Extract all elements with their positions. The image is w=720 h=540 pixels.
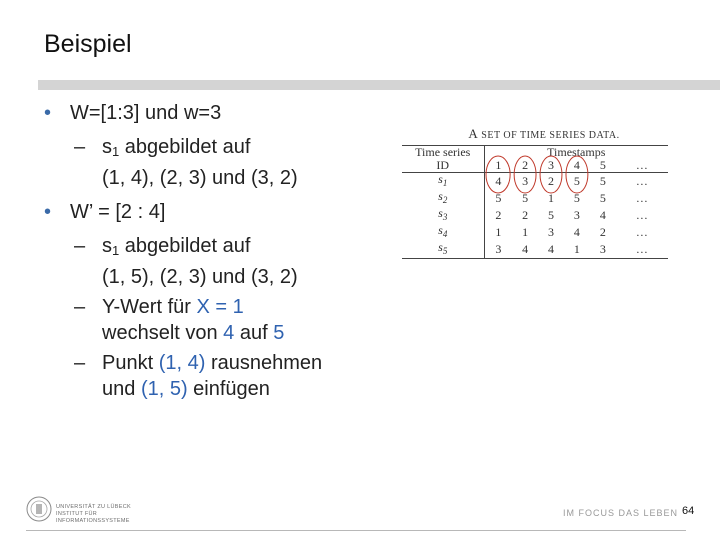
series-id xyxy=(402,207,484,224)
bullet-2-sub-1-index: 1 xyxy=(112,243,120,258)
bullet-2-sub-2-x: X = 1 xyxy=(196,296,244,318)
bullet-2-sub-3-end: einfügen xyxy=(187,378,270,400)
university-name xyxy=(56,504,166,525)
table-row xyxy=(402,190,668,207)
bullet-1-sub-1 xyxy=(40,134,380,191)
value-cell: 2 xyxy=(538,173,564,191)
table-row xyxy=(402,224,668,241)
value-cell: 5 xyxy=(564,173,590,191)
header-id: ID xyxy=(402,159,484,173)
footer-motto: IM FOCUS DAS LEBEN xyxy=(563,508,679,518)
bullet-2-sub-2-from: 4 xyxy=(223,322,235,344)
table-timestamp-row xyxy=(402,159,668,173)
value-cell: 5 xyxy=(590,173,616,191)
figure-caption-rest: SET OF TIME SERIES DATA. xyxy=(481,130,620,141)
series-id-index: 2 xyxy=(442,195,448,205)
dash-marker: – xyxy=(74,352,86,374)
time-series-figure xyxy=(402,126,668,259)
dash-marker: – xyxy=(74,235,86,257)
bullet-2-sub-1-line2: (1, 5), (2, 3) und (3, 2) xyxy=(102,266,298,288)
value-cell: 3 xyxy=(484,241,512,259)
value-cell: … xyxy=(616,241,668,259)
bullet-list xyxy=(40,100,380,406)
bullet-2-sub-3-pre: Punkt xyxy=(102,352,159,374)
bullet-1-sub-1-line2: (1, 4), (2, 3) und (3, 2) xyxy=(102,167,298,189)
bullet-2-sub-3-mid: rausnehmen xyxy=(205,352,323,374)
timestamp-cell: 5 xyxy=(590,159,616,173)
footer-rule xyxy=(26,530,686,531)
bullet-2-sub-1-var: s xyxy=(102,235,112,257)
timestamp-cell: 1 xyxy=(484,159,512,173)
timestamp-cell: … xyxy=(616,159,668,173)
bullet-2-sub-2-mid: wechselt von xyxy=(102,322,224,344)
bullet-2-sub-3-p1: (1, 4) xyxy=(158,352,206,374)
value-cell: 5 xyxy=(495,191,502,205)
value-cell: 2 xyxy=(495,208,502,222)
value-cell: … xyxy=(635,208,648,222)
page-number: 64 xyxy=(682,505,695,517)
university-seal-icon xyxy=(26,494,52,524)
value-cell: 4 xyxy=(484,173,512,191)
bullet-2-text: W’ = [2 : 4] xyxy=(70,201,166,223)
bullet-1 xyxy=(40,100,380,126)
timestamp-cell: 4 xyxy=(564,159,590,173)
series-id-index: 5 xyxy=(442,246,448,256)
table-row xyxy=(402,207,668,224)
series-id-var: s xyxy=(438,172,443,186)
table-row xyxy=(402,241,668,259)
bullet-1-sub-1-rest: abgebildet auf xyxy=(119,136,251,158)
series-id-var: s xyxy=(438,206,443,220)
bullet-2-sub-3 xyxy=(40,350,380,402)
table-row xyxy=(402,173,668,191)
bullet-2-sub-2-to: 5 xyxy=(273,322,285,344)
series-id xyxy=(402,241,484,259)
series-id-index: 3 xyxy=(442,212,448,222)
series-id-index: 4 xyxy=(442,229,448,239)
series-id-var: s xyxy=(438,189,443,203)
bullet-2-sub-2-auf: auf xyxy=(234,322,274,344)
bullet-2-sub-3-und: und xyxy=(102,378,141,400)
bullet-dot: • xyxy=(44,102,52,124)
value-cell: 4 xyxy=(573,225,580,239)
timestamp-cell: 2 xyxy=(512,159,538,173)
bullet-2-sub-3-p2: (1, 5) xyxy=(140,378,188,400)
series-id-index: 1 xyxy=(442,178,448,188)
value-cell: 3 xyxy=(512,173,538,191)
bullet-1-sub-1-var: s xyxy=(102,136,112,158)
header-time-series: Time series xyxy=(402,146,484,160)
bullet-2-sub-2 xyxy=(40,294,380,346)
figure-caption-a: A xyxy=(468,126,482,141)
value-cell: 5 xyxy=(522,191,529,205)
bullet-2-sub-2-pre: Y-Wert für xyxy=(102,296,197,318)
value-cell: 3 xyxy=(548,225,554,239)
bullet-2 xyxy=(40,199,380,225)
value-cell: 5 xyxy=(573,191,580,205)
value-cell: 4 xyxy=(538,241,564,259)
series-id-var: s xyxy=(438,240,443,254)
value-cell: 5 xyxy=(599,191,606,205)
value-cell: … xyxy=(635,191,648,205)
value-cell: 4 xyxy=(599,208,606,222)
bullet-2-sub-1-rest: abgebildet auf xyxy=(119,235,251,257)
series-id xyxy=(402,173,484,191)
value-cell: 3 xyxy=(590,241,616,259)
series-id-var: s xyxy=(438,223,443,237)
value-cell: 1 xyxy=(548,191,554,205)
header-timestamps: Timestamps xyxy=(484,146,668,160)
university-line-2: INSTITUT FÜR INFORMATIONSSYSTEME xyxy=(56,511,130,524)
bullet-dot: • xyxy=(44,201,52,223)
series-id xyxy=(402,190,484,207)
value-cell: 1 xyxy=(564,241,590,259)
value-cell: 1 xyxy=(495,225,502,239)
value-cell: 3 xyxy=(573,208,580,222)
table-header-row xyxy=(402,146,668,160)
value-cell: 2 xyxy=(599,225,606,239)
value-cell: 5 xyxy=(548,208,554,222)
bullet-1-sub-1-index: 1 xyxy=(112,144,120,159)
dash-marker: – xyxy=(74,296,86,318)
series-id xyxy=(402,224,484,241)
bullet-1-text: W=[1:3] und w=3 xyxy=(70,102,222,124)
slide-title: Beispiel xyxy=(44,30,132,58)
value-cell: 4 xyxy=(512,241,538,259)
title-rule xyxy=(38,80,720,90)
value-cell: … xyxy=(635,225,648,239)
timestamp-cell: 3 xyxy=(538,159,564,173)
dash-marker: – xyxy=(74,136,86,158)
value-cell: 2 xyxy=(522,208,529,222)
value-cell: … xyxy=(616,173,668,191)
value-cell: 1 xyxy=(522,225,529,239)
bullet-2-sub-1 xyxy=(40,233,380,290)
figure-caption xyxy=(402,126,668,142)
time-series-table xyxy=(402,145,668,259)
university-line-1: UNIVERSITÄT ZU LÜBECK xyxy=(56,504,131,510)
